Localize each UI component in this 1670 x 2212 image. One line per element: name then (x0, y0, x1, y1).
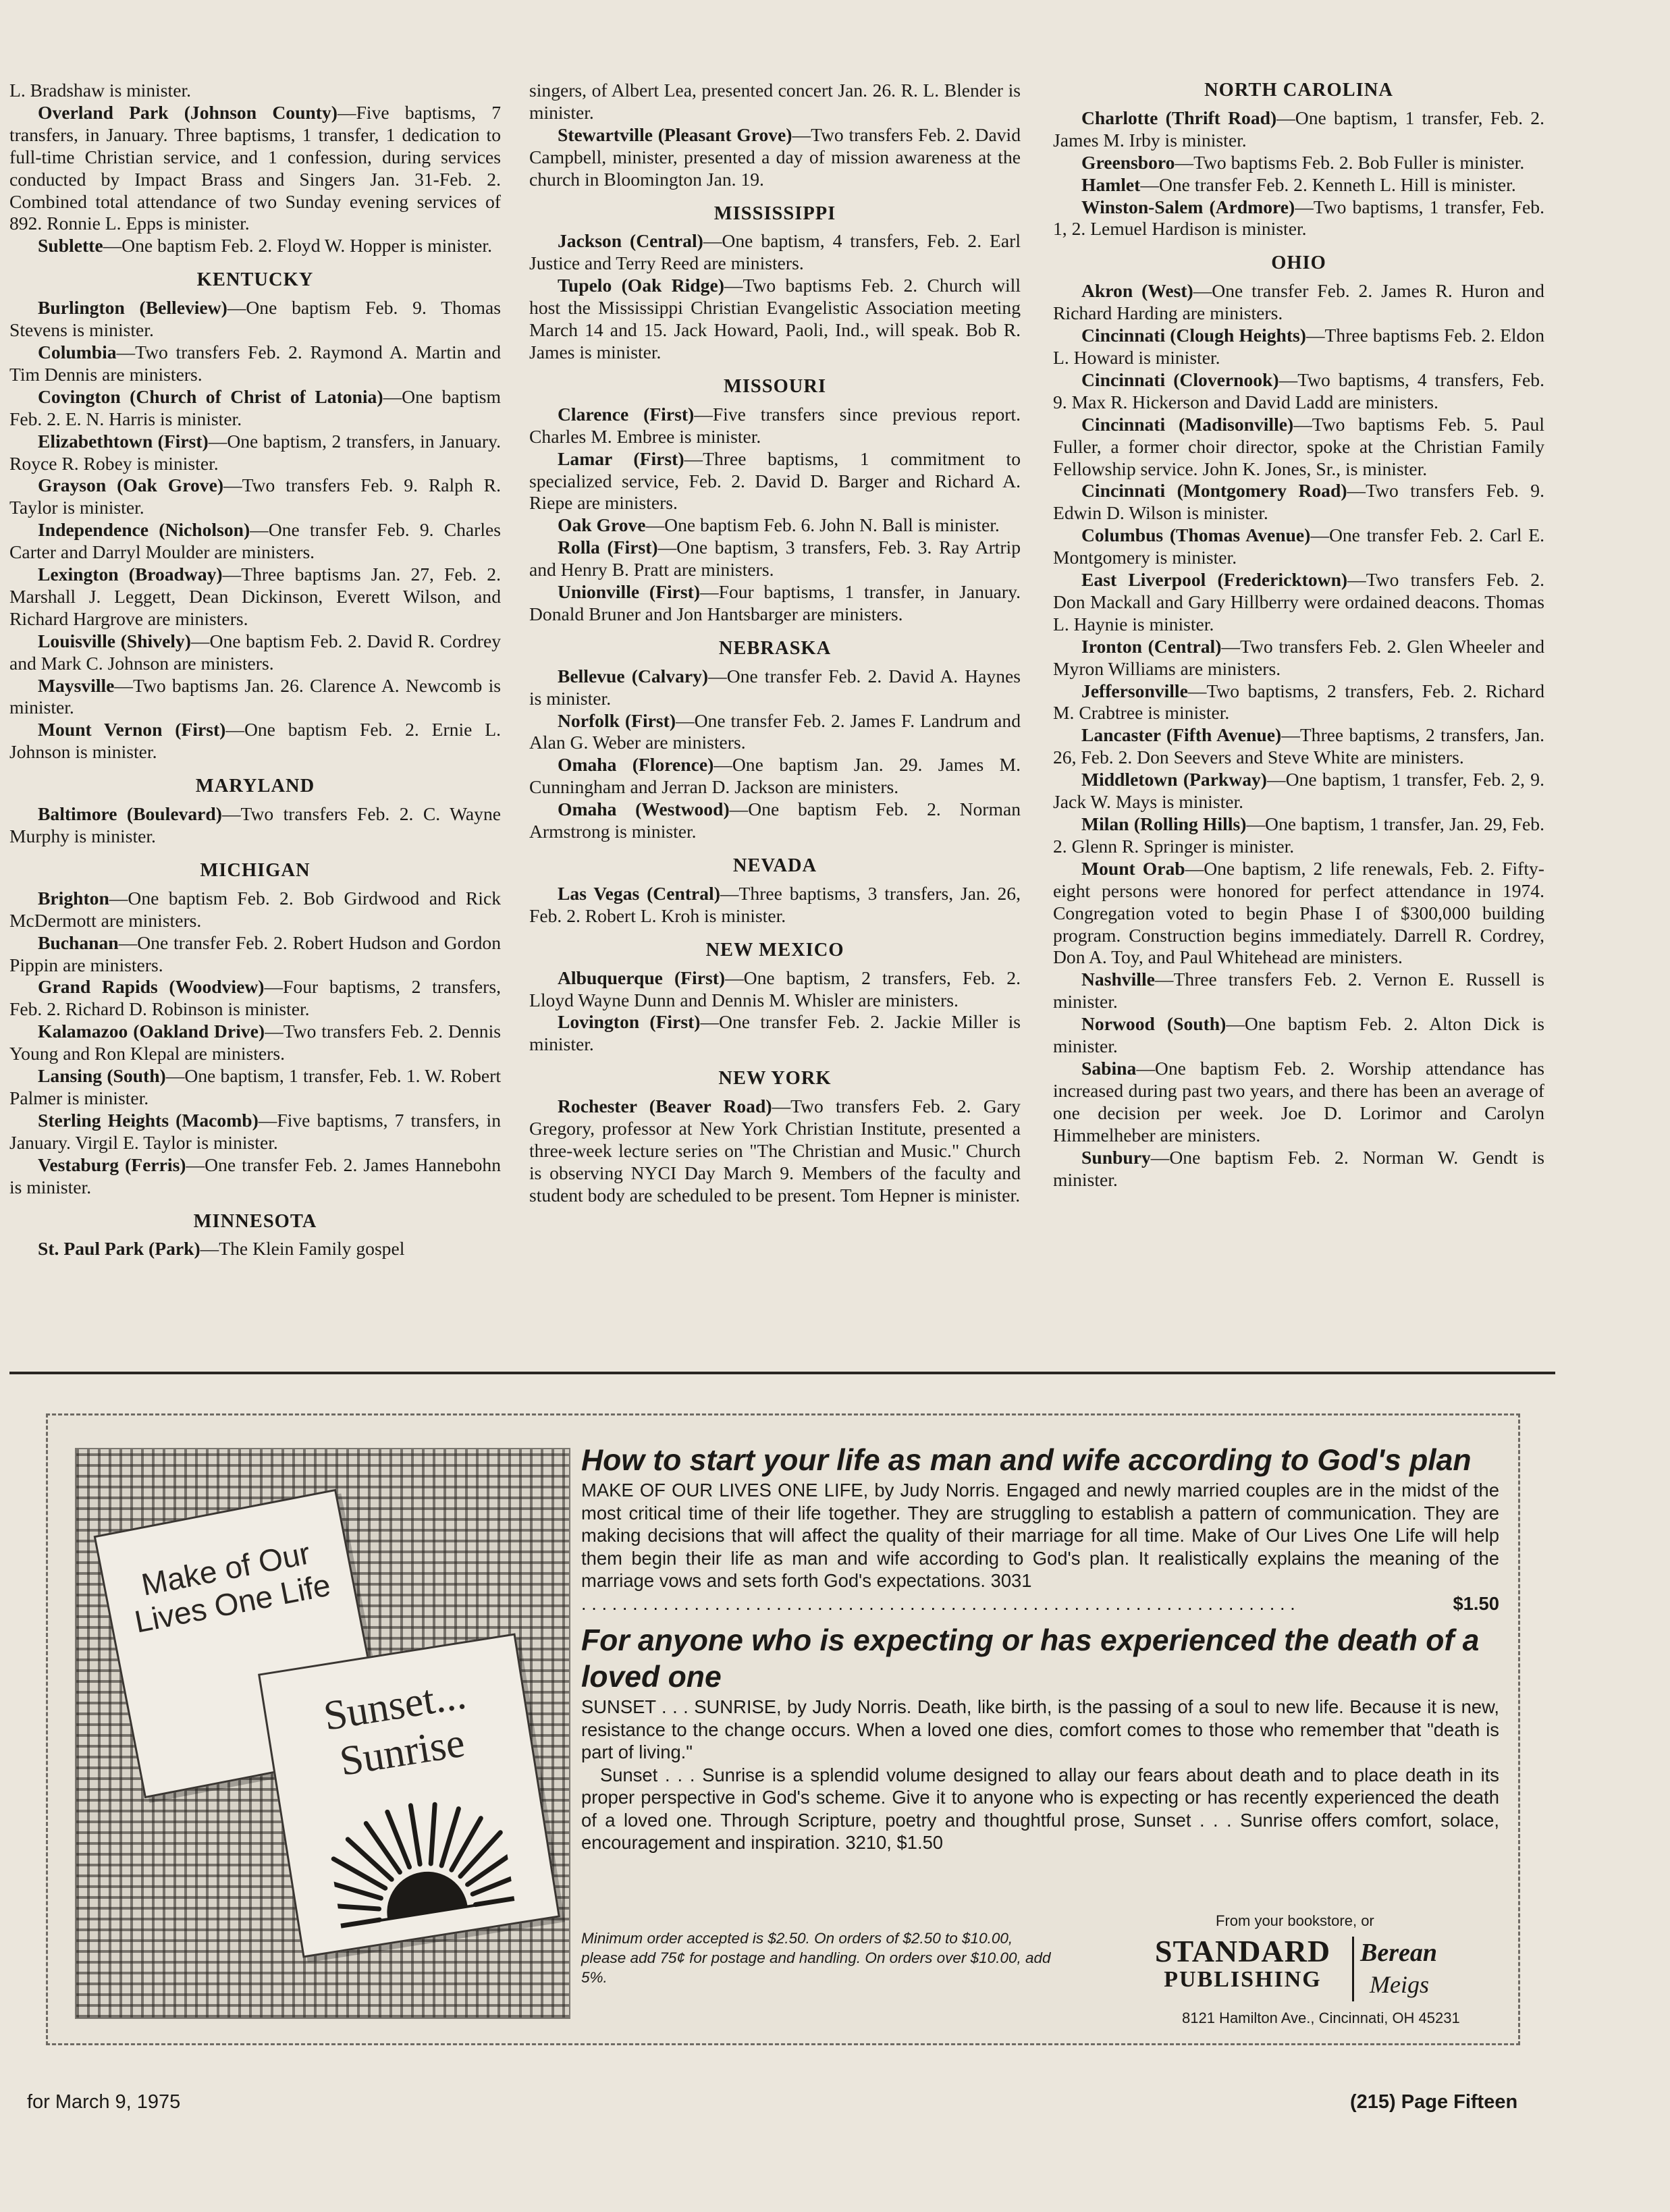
church-name: Lansing (South) (38, 1065, 166, 1087)
church-name: Tupelo (Oak Ridge) (558, 275, 724, 296)
church-name: Nashville (1081, 969, 1155, 990)
report-text: —Three baptisms, 1 commitment to specialized service, Feb. 2. David D. Barger and Richard A. Riepe are ministers. (529, 448, 1021, 514)
church-report (9, 431, 501, 475)
report-text: —One baptism Jan. 29. James M. Cunningham and Jerran D. Jackson are ministers. (529, 754, 1021, 798)
order-note: Minimum order accepted is $2.50. On orders of $2.50 to $10.00, please add 75¢ for postage and handling. On orders over $10.00, add 5%. (581, 1930, 1051, 1986)
column-3 (1053, 80, 1544, 1191)
church-name: Elizabethtown (First) (38, 430, 209, 452)
church-report (529, 710, 1021, 755)
church-report (1053, 680, 1544, 725)
church-name: Charlotte (Thrift Road) (1081, 107, 1277, 128)
sun-ray (324, 1872, 381, 1906)
church-report (9, 976, 501, 1021)
report-text: —One baptism Feb. 2. Alton Dick is minister. (1053, 1013, 1544, 1057)
report-text: —Three transfers Feb. 2. Vernon E. Russell is minister. (1053, 969, 1544, 1013)
logo-divider (1352, 1937, 1354, 2001)
report-text: —One transfer Feb. 2. Robert Hudson and Gordon Pippin are ministers. (9, 932, 501, 975)
church-report (1053, 280, 1544, 325)
report-text: —One baptism Feb. 9. Thomas Stevens is minister. (9, 297, 501, 341)
church-report (1053, 414, 1544, 481)
church-report (1053, 724, 1544, 769)
report-text: —Two transfers Feb. 9. Ralph R. Taylor is minister. (9, 475, 501, 518)
church-name: Jackson (Central) (558, 230, 703, 252)
headline-death: For anyone who is expecting or has experienced the death of a loved one (581, 1624, 1480, 1694)
church-report (529, 448, 1021, 515)
report-text: —One transfer Feb. 2. Kenneth L. Hill is minister. (1140, 173, 1516, 195)
church-name: Lamar (First) (558, 448, 684, 469)
report-text: —Two transfers Feb. 9. Edwin D. Wilson is minister. (1053, 480, 1544, 524)
report-text: —One baptism, 1 transfer, Feb. 1. W. Robert Palmer is minister. (9, 1065, 501, 1108)
report-text: —Two transfers Feb. 2. Gary Gregory, professor at New York Christian Institute, presented a three-week lecture series on "The Christian and Music." Church is observing NYCI Day March 9. Members of the faculty and student body are scheduled to be present. Tom Hepner is minister. (529, 1096, 1021, 1206)
report-text: —Five baptisms, 7 transfers, in January. Three baptisms, 1 transfer, 1 dedication to full-time Christian service, and 1 confession, during services conducted by Impact Brass and Singers Jan. 31-Feb. 2. Combined total attendance of two Sunday evening services of 892. Ronnie L. Epps is minister. (9, 101, 501, 234)
church-name: Winston-Salem (Ardmore) (1081, 196, 1295, 217)
report-text: —Three baptisms Feb. 2. Eldon L. Howard is minister. (1053, 325, 1544, 368)
church-report (1053, 174, 1544, 196)
report-text: —Two baptisms, 2 transfers, Feb. 2. Richard M. Crabtree is minister. (1053, 680, 1544, 724)
church-name: Lancaster (Fifth Avenue) (1081, 724, 1282, 746)
church-name: Norwood (South) (1081, 1013, 1227, 1035)
sun-ray (323, 1896, 379, 1918)
state-heading: MICHIGAN (200, 859, 311, 881)
book-cover-sunset-sunrise (258, 1633, 560, 1958)
report-text: —Two baptisms Feb. 2. Bob Fuller is minister. (1175, 151, 1525, 173)
logo-standard: STANDARD (1154, 1934, 1331, 1968)
report-text: —One baptism Feb. 2. Bob Girdwood and Rick McDermott are ministers. (9, 887, 501, 931)
report-text: —One transfer Feb. 2. James Hannebohn is minister. (9, 1154, 501, 1197)
church-report (529, 514, 1021, 537)
church-name: Bellevue (Calvary) (558, 665, 709, 686)
church-report (1053, 1058, 1544, 1147)
report-text: —One baptism Feb. 2. Floyd W. Hopper is minister. (103, 235, 492, 257)
report-text: —One baptism, 2 life renewals, Feb. 2. Fifty-eight persons were honored for perfect attendance in 1974. Congregation voted to begin Phase I of $300,000 building program. Construction begins immediately. Darrell R. Cordrey, Don A. Toy, and Paul Whitehead are ministers. (1053, 857, 1544, 968)
church-report (9, 297, 501, 342)
church-name: Grand Rapids (Woodview) (38, 976, 265, 998)
church-report (529, 754, 1021, 799)
church-report (1053, 769, 1544, 813)
church-report (9, 1110, 501, 1154)
church-name: Independence (Nicholson) (38, 519, 250, 541)
church-name: Grayson (Oak Grove) (38, 475, 224, 496)
church-name: Sunbury (1081, 1146, 1151, 1168)
church-report (9, 630, 501, 675)
church-report (9, 519, 501, 564)
church-name: Lexington (Broadway) (38, 564, 223, 585)
report-text: —One transfer Feb. 2. David A. Haynes is minister. (529, 665, 1021, 709)
church-name: Rochester (Beaver Road) (558, 1096, 772, 1117)
church-report (9, 386, 501, 431)
from-bookstore: From your bookstore, or (1216, 1912, 1374, 1929)
church-name: Rolla (First) (558, 537, 658, 558)
book2-title: Sunset... Sunrise (320, 1671, 469, 1785)
state-heading: OHIO (1271, 252, 1326, 274)
church-report (9, 102, 501, 235)
state-heading: NEW MEXICO (705, 939, 844, 961)
church-report (1053, 1147, 1544, 1191)
report-text: —One transfer Feb. 2. James R. Huron and Richard Harding are ministers. (1053, 280, 1544, 324)
church-report (9, 675, 501, 720)
sun-ray (422, 1804, 444, 1864)
church-name: Clarence (First) (558, 403, 695, 425)
report-text: —Two transfers Feb. 2. David Campbell, minister, presented a day of mission awareness at the church in Bloomington Jan. 19. (529, 124, 1021, 190)
church-name: Baltimore (Boulevard) (38, 803, 222, 825)
church-report (529, 404, 1021, 448)
state-heading: KENTUCKY (196, 269, 314, 291)
state-heading: NEW YORK (718, 1068, 832, 1089)
church-report (529, 230, 1021, 275)
report-text: —Two baptisms, 4 transfers, Feb. 9. Max R. Hickerson and David Ladd are ministers. (1053, 369, 1544, 412)
church-name: Akron (West) (1081, 280, 1193, 302)
report-text: —One transfer Feb. 2. Jackie Miller is minister. (529, 1011, 1021, 1055)
church-report (529, 537, 1021, 581)
publisher-address: 8121 Hamilton Ave., Cincinnati, OH 45231 (1182, 2009, 1460, 2026)
church-report (529, 967, 1021, 1012)
church-report (9, 1021, 501, 1065)
church-name: Louisville (Shively) (38, 630, 191, 651)
report-text: —The Klein Family gospel (200, 1238, 405, 1260)
church-report (9, 342, 501, 386)
church-report (529, 124, 1021, 191)
church-name: Burlington (Belleview) (38, 297, 227, 319)
book1-title: Make of Our Lives One Life (132, 1535, 333, 1640)
report-text: —One baptism, 2 transfers, Feb. 2. Lloyd Wayne Dunn and Dennis M. Whisler are ministers. (529, 967, 1021, 1010)
report-text: —Four baptisms, 1 transfer, in January. Donald Bruner and Jon Hantsbarger are ministers. (529, 581, 1021, 624)
church-report (1053, 369, 1544, 414)
state-heading: NORTH CAROLINA (1204, 80, 1393, 101)
church-report (529, 80, 1021, 124)
church-name: Unionville (First) (558, 581, 701, 603)
church-name: Las Vegas (Central) (558, 882, 720, 904)
church-report (9, 932, 501, 977)
church-name: Omaha (Westwood) (558, 799, 730, 820)
church-name: Norfolk (First) (558, 709, 676, 731)
church-report (9, 235, 501, 257)
report-text: —One baptism, 3 transfers, Feb. 3. Ray Artrip and Henry B. Pratt are ministers. (529, 537, 1021, 581)
church-report (9, 1238, 501, 1260)
church-report (9, 1154, 501, 1199)
church-name: Cincinnati (Madisonville) (1081, 413, 1294, 435)
report-text: —Two baptisms Feb. 5. Paul Fuller, a former choir director, spoke at the Christian Family Fellowship service. John K. Jones, Sr., is minister. (1053, 413, 1544, 479)
church-name: Greensboro (1081, 151, 1175, 173)
church-report (1053, 1013, 1544, 1058)
sunburst-icon (323, 1782, 515, 1929)
church-name: Sublette (38, 235, 103, 257)
report-text: singers, of Albert Lea, presented concert Jan. 26. R. L. Blender is minister. (529, 80, 1021, 123)
state-heading: MISSISSIPPI (713, 203, 836, 224)
report-text: —Three baptisms, 2 transfers, Jan. 26, Feb. 2. Don Seevers and Steve White are ministers. (1053, 724, 1544, 768)
church-name: Cincinnati (Clovernook) (1081, 369, 1279, 390)
church-report (529, 1096, 1021, 1207)
report-text: —Five transfers since previous report. Charles M. Embree is minister. (529, 403, 1021, 447)
church-name: Columbia (38, 341, 117, 362)
church-report (9, 888, 501, 932)
logo-berean: Berean (1360, 1939, 1437, 1967)
church-report (1053, 107, 1544, 152)
report-text: —Two baptisms, 1 transfer, Feb. 1, 2. Lemuel Hardison is minister. (1053, 196, 1544, 240)
report-text: —One transfer Feb. 2. Carl E. Montgomery is minister. (1053, 524, 1544, 568)
book-advertisement (46, 1413, 1520, 2045)
church-name: Lovington (First) (558, 1011, 701, 1033)
church-report (9, 719, 501, 763)
column-2 (529, 80, 1021, 1207)
church-name: Middletown (Parkway) (1081, 769, 1267, 790)
body-marriage-text: MAKE OF OUR LIVES ONE LIFE, by Judy Norris. Engaged and newly married couples are in the midst of the most critical time of their life together. They are struggling to establish a pattern of communication. They are making decisions that will affect the quality of their marriage for all time. Make of Our Lives One Life will help them begin their life as man and wife according to God's plan. It realistically explains the meaning of the marriage vows and sets forth God's expectations. 3031 (581, 1480, 1499, 1591)
church-name: Milan (Rolling Hills) (1081, 813, 1247, 834)
church-name: Maysville (38, 674, 115, 696)
body-death-1: SUNSET . . . SUNRISE, by Judy Norris. Death, like birth, is the passing of a soul to new life. Because it is new, resistance to the change occurs. When a loved one dies, comfort comes to those who remember that "death is part of living." (581, 1696, 1499, 1762)
state-heading: MINNESOTA (193, 1210, 317, 1232)
church-report (1053, 480, 1544, 524)
church-report (1053, 196, 1544, 241)
state-heading: NEVADA (732, 855, 817, 876)
ad-copy (581, 1442, 1499, 1854)
report-text: —Two baptisms Feb. 2. Church will host the Mississippi Christian Evangelistic Association meeting March 14 and 15. Jack Howard, Paoli, Ind., will speak. Bob R. James is minister. (529, 275, 1021, 362)
report-text: —Two baptisms Jan. 26. Clarence A. Newcomb is minister. (9, 674, 501, 718)
church-report (1053, 569, 1544, 636)
report-text: —Five baptisms, 7 transfers, in January. Virgil E. Taylor is minister. (9, 1109, 501, 1153)
report-text: —Three baptisms, 3 transfers, Jan. 26, Feb. 2. Robert L. Kroh is minister. (529, 882, 1021, 926)
report-text: —One baptism Feb. 2. Ernie L. Johnson is minister. (9, 719, 501, 763)
column-1 (9, 80, 501, 1260)
report-text: —One transfer Feb. 9. Charles Carter and Darryl Moulder are ministers. (9, 519, 501, 563)
church-name: St. Paul Park (Park) (38, 1238, 200, 1260)
church-report (1053, 152, 1544, 174)
church-name: Sabina (1081, 1057, 1137, 1079)
church-name: Jeffersonville (1081, 680, 1188, 701)
church-name: Ironton (Central) (1081, 635, 1222, 657)
church-name: Brighton (38, 887, 109, 909)
report-text: —Two transfers Feb. 2. Glen Wheeler and Myron Williams are ministers. (1053, 635, 1544, 679)
headline-marriage: How to start your life as man and wife according to God's plan (581, 1444, 1472, 1477)
report-text: —One baptism Feb. 6. John N. Ball is minister. (645, 514, 1000, 536)
book-artwork (75, 1448, 570, 2019)
church-report (9, 475, 501, 519)
sun-ray (410, 1806, 420, 1864)
church-report (529, 883, 1021, 927)
report-text: —One baptism, 1 transfer, Feb. 2, 9. Jack W. Mays is minister. (1053, 769, 1545, 813)
report-text: —Two transfers Feb. 2. Don Mackall and Gary Hillberry were ordained deacons. Thomas L. Haynie is minister. (1053, 569, 1544, 635)
state-heading: MISSOURI (723, 375, 827, 397)
church-name: Cincinnati (Clough Heights) (1081, 325, 1306, 346)
church-report (1053, 636, 1544, 680)
church-report (1053, 524, 1544, 569)
church-report (529, 1011, 1021, 1056)
leader-dots: . . . . . . . . . . . . . . . . . . . . . . . . . . . . . . . . . . . . . . . . . . . . . . . . . . . . . . . . . . . . . . . . . . . . . . (581, 1592, 1295, 1614)
section-divider (9, 1372, 1555, 1374)
church-name: Hamlet (1081, 173, 1141, 195)
price-3031: $1.50 (1453, 1592, 1499, 1614)
body-death-2: Sunset . . . Sunrise is a splendid volume designed to allay our fears about death and to place death in its proper perspective in God's scheme. Give it to anyone who is expecting or has recently experienced the death of a loved one. Through Scripture, poetry and thoughtful prose, Sunset . . . Sunrise offers comfort, solace, encouragement and inspiration. 3210, $1.50 (581, 1764, 1499, 1853)
report-text: —Two transfers Feb. 2. C. Wayne Murphy is minister. (9, 803, 501, 846)
church-name: Stewartville (Pleasant Grove) (558, 124, 792, 145)
church-name: Mount Vernon (First) (38, 719, 226, 740)
report-text: —One baptism, 4 transfers, Feb. 2. Earl Justice and Terry Reed are ministers. (529, 230, 1021, 274)
church-report (1053, 325, 1544, 369)
church-name: Omaha (Florence) (558, 754, 714, 776)
church-name: East Liverpool (Fredericktown) (1081, 569, 1348, 591)
report-text: —One baptism Feb. 2. Worship attendance has increased during past two years, and there has been an average of one decision per week. Joe D. Lorimor and Carolyn Himmelheber are ministers. (1053, 1057, 1544, 1145)
page-number: (215) Page Fifteen (1350, 2091, 1518, 2113)
body-marriage (581, 1479, 1499, 1592)
church-name: Vestaburg (Ferris) (38, 1154, 186, 1175)
church-report (9, 80, 501, 102)
sun-ray (444, 1818, 488, 1870)
report-text: —Four baptisms, 2 transfers, Feb. 2. Richard D. Robinson is minister. (9, 976, 501, 1020)
report-text: —Three baptisms Jan. 27, Feb. 2. Marshall J. Leggett, Dean Dickinson, Everett Wilson, and Richard Hargrove are ministers. (9, 564, 501, 629)
logo-publishing: PUBLISHING (1164, 1967, 1322, 1992)
price-line-3031 (581, 1592, 1499, 1615)
report-text: —One baptism, 2 transfers, in January. Royce R. Robey is minister. (9, 430, 501, 474)
church-report (9, 1065, 501, 1110)
report-text: —Two transfers Feb. 2. Dennis Young and Ron Klepal are ministers. (9, 1021, 502, 1064)
publisher-block (1101, 1912, 1479, 2041)
report-text: —One baptism Feb. 2. Norman W. Gendt is minister. (1053, 1146, 1544, 1190)
church-name: Covington (Church of Christ of Latonia) (38, 385, 383, 407)
state-heading: NEBRASKA (718, 637, 832, 659)
report-text: —One baptism Feb. 2. David R. Cordrey and Mark C. Johnson are ministers. (9, 630, 502, 674)
church-name: Albuquerque (First) (558, 967, 726, 988)
report-text: —One transfer Feb. 2. James F. Landrum and Alan G. Weber are ministers. (529, 709, 1021, 753)
church-name: Buchanan (38, 932, 119, 953)
state-heading: MARYLAND (195, 776, 315, 797)
church-report (1053, 813, 1544, 858)
church-report (529, 275, 1021, 364)
logo-meigs: Meigs (1370, 1971, 1429, 1998)
church-report (529, 666, 1021, 710)
church-report (529, 581, 1021, 626)
church-name: Oak Grove (558, 514, 646, 536)
report-text: —One baptism, 1 transfer, Feb. 2. James M. Irby is minister. (1053, 107, 1545, 151)
report-text: —One baptism Feb. 2. Norman Armstrong is minister. (529, 799, 1021, 842)
church-name: Kalamazoo (Oakland Drive) (38, 1021, 265, 1042)
report-text: L. Bradshaw is minister. (9, 80, 192, 101)
report-text: —Two transfers Feb. 2. Raymond A. Martin and Tim Dennis are ministers. (9, 341, 501, 385)
church-name: Cincinnati (Montgomery Road) (1081, 480, 1347, 502)
church-report (1053, 858, 1544, 969)
church-report (1053, 969, 1544, 1013)
church-name: Overland Park (Johnson County) (38, 101, 338, 123)
report-text: —One baptism, 1 transfer, Jan. 29, Feb. 2. Glenn R. Springer is minister. (1053, 813, 1544, 857)
standard-publishing-logo (1141, 1935, 1344, 1992)
church-name: Sterling Heights (Macomb) (38, 1109, 259, 1131)
church-name: Mount Orab (1081, 857, 1185, 879)
sun-ray (433, 1809, 467, 1866)
church-name: Columbus (Thomas Avenue) (1081, 524, 1311, 546)
church-report (9, 803, 501, 848)
report-text: —One baptism Feb. 2. E. N. Harris is minister. (9, 385, 501, 429)
sun-ray (333, 1852, 385, 1895)
issue-date: for March 9, 1975 (27, 2091, 181, 2113)
church-report (9, 564, 501, 630)
church-report (529, 799, 1021, 843)
